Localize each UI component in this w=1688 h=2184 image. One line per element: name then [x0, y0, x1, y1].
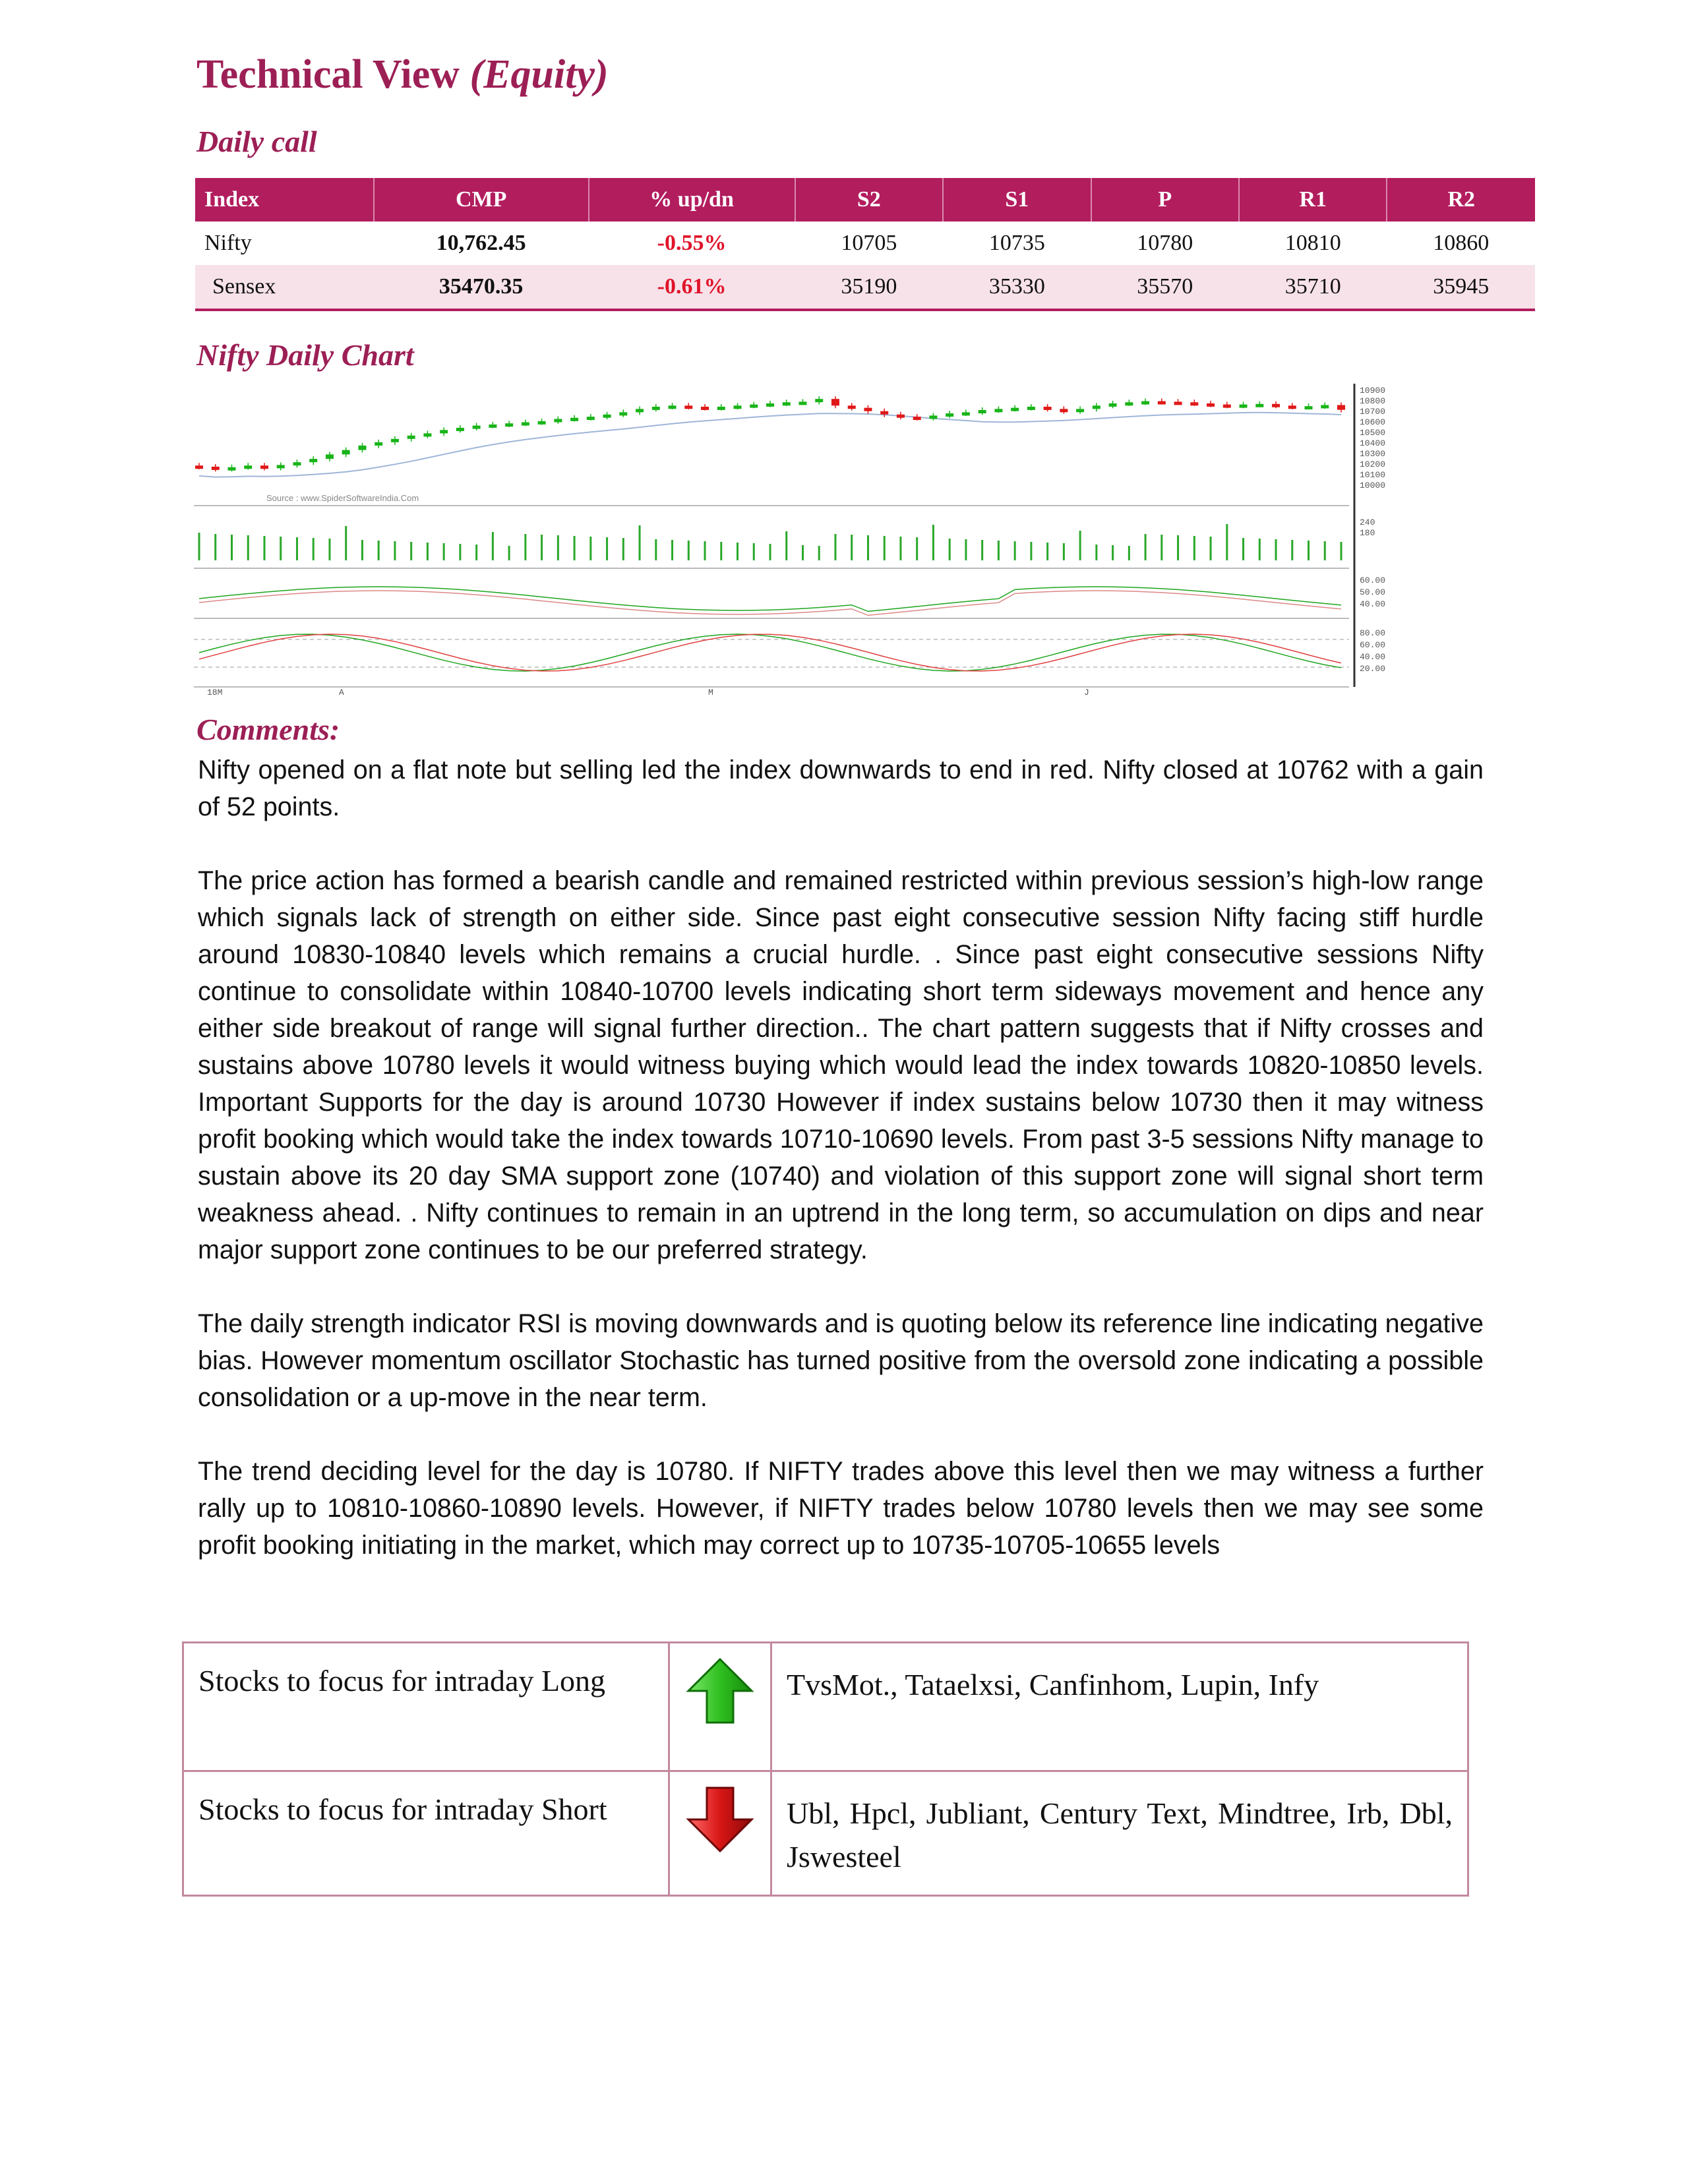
daily-call-heading: Daily call	[196, 125, 317, 158]
candle	[929, 415, 937, 419]
volume-bar	[932, 525, 934, 560]
comments-heading: Comments:	[196, 713, 340, 746]
candle	[554, 419, 562, 422]
candle	[766, 403, 774, 407]
candle	[277, 465, 285, 468]
candle	[1011, 408, 1019, 411]
volume-bar	[720, 542, 722, 560]
candle	[538, 421, 546, 425]
x-tick-label: A	[339, 688, 344, 695]
index-name: Sensex	[195, 265, 374, 310]
price-tick-label: 10700	[1360, 407, 1386, 417]
volume-bar	[524, 534, 526, 560]
volume-bar	[899, 537, 901, 560]
stoch-tick-label: 80.00	[1360, 628, 1386, 638]
candle	[1125, 402, 1133, 405]
volume-bar	[1341, 542, 1342, 560]
candle	[1044, 407, 1052, 410]
candle	[1076, 409, 1084, 412]
candle	[358, 446, 366, 450]
s1-value: 35330	[943, 265, 1091, 310]
cmp-value: 35470.35	[374, 265, 589, 310]
candle	[864, 408, 872, 411]
volume-bar	[492, 532, 494, 560]
pivot-value: 35570	[1091, 265, 1239, 310]
col-change: % up/dn	[589, 178, 795, 221]
volume-bar	[345, 526, 347, 560]
candle	[1337, 405, 1345, 409]
volume-bar	[1259, 539, 1261, 560]
volume-bar	[769, 544, 771, 560]
candle	[1158, 401, 1166, 405]
stochastic-panel	[194, 621, 1349, 680]
candle	[831, 399, 839, 405]
candle	[815, 399, 823, 402]
volume-bar	[884, 536, 886, 560]
volume-bar	[1128, 546, 1130, 560]
s2-value: 35190	[795, 265, 943, 310]
candle	[244, 465, 252, 469]
volume-bar	[1308, 541, 1310, 560]
candle	[1207, 403, 1215, 407]
volume-bar	[671, 540, 673, 560]
focus-short-stocks: Ubl, Hpcl, Jubliant, Century Text, Mindtree, Irb, Dbl, Jswesteel	[771, 1771, 1468, 1896]
candle	[783, 402, 791, 405]
col-r1: R1	[1239, 178, 1387, 221]
comment-paragraph: The daily strength indicator RSI is moving downwards and is quoting below its reference line indicating negative bias. However momentum oscillator Stochastic has turned positive from the oversold zone indicating a possible consolidation or a up-move in the near term.	[198, 1309, 1484, 1412]
candle	[1109, 403, 1117, 407]
volume-bar	[1242, 538, 1244, 560]
volume-bar	[785, 531, 787, 560]
price-panel	[194, 384, 1349, 499]
volume-bar	[655, 539, 657, 560]
volume-bar	[981, 540, 983, 560]
volume-bar	[263, 536, 265, 560]
short-arrow-cell	[669, 1771, 771, 1896]
candle	[962, 412, 970, 415]
candle	[570, 418, 578, 421]
candle	[212, 467, 220, 470]
candle	[407, 436, 415, 439]
volume-bar	[1079, 531, 1081, 560]
price-tick-label: 10000	[1360, 481, 1386, 490]
col-index: Index	[195, 178, 374, 221]
volume-tick-label: 180	[1360, 528, 1375, 538]
volume-bar	[1030, 542, 1032, 560]
focus-long-stocks: TvsMot., Tataelxsi, Canfinhom, Lupin, Infy	[771, 1643, 1468, 1771]
green-up-arrow-icon	[686, 1657, 754, 1725]
candle	[701, 407, 709, 410]
candle	[260, 465, 268, 469]
candle	[717, 407, 725, 410]
price-tick-label: 10800	[1360, 396, 1386, 406]
pivot-value: 10780	[1137, 231, 1193, 255]
candle	[440, 430, 448, 433]
change-value: -0.55%	[657, 231, 727, 255]
volume-bar	[965, 539, 967, 560]
volume-bar	[802, 545, 804, 560]
s2-value: 10705	[841, 231, 897, 255]
x-tick-label: M	[708, 688, 713, 695]
candle	[734, 405, 742, 409]
candle	[1305, 406, 1313, 409]
focus-long-label: Stocks to focus for intraday Long	[183, 1643, 669, 1771]
col-pivot: P	[1091, 178, 1239, 221]
candle	[946, 413, 953, 417]
candle	[1027, 407, 1035, 410]
volume-bar	[606, 537, 608, 560]
volume-bar	[541, 535, 543, 560]
candle	[326, 454, 334, 459]
volume-bar	[851, 535, 853, 560]
volume-bar	[1324, 541, 1326, 560]
candle	[489, 425, 497, 428]
title-suffix: (Equity)	[469, 52, 609, 97]
candle	[848, 405, 856, 409]
volume-bar	[834, 534, 836, 560]
volume-bar	[1112, 545, 1114, 560]
price-tick-label: 10600	[1360, 417, 1386, 427]
candle	[391, 439, 399, 442]
candle	[1240, 405, 1248, 408]
volume-bar	[688, 541, 690, 560]
price-tick-label: 10200	[1360, 459, 1386, 469]
price-tick-label: 10500	[1360, 428, 1386, 438]
candle	[669, 405, 677, 409]
long-arrow-cell	[669, 1643, 771, 1771]
col-cmp: CMP	[374, 178, 589, 221]
volume-bar	[639, 525, 641, 560]
candle	[456, 428, 464, 431]
candle	[1174, 401, 1182, 405]
candle	[994, 409, 1002, 412]
nifty-daily-chart	[194, 384, 1470, 695]
volume-bar	[557, 535, 559, 560]
volume-tick-label: 240	[1360, 517, 1375, 527]
volume-bar	[1193, 536, 1195, 560]
volume-bar	[753, 543, 755, 560]
r1-value: 35710	[1239, 265, 1387, 310]
col-s1: S1	[943, 178, 1091, 221]
candle	[1288, 405, 1296, 409]
price-tick-label: 10900	[1360, 386, 1386, 396]
candle	[1272, 404, 1280, 407]
candle	[505, 423, 513, 427]
page-title: Technical View (Equity)	[196, 52, 609, 97]
price-tick-label: 10300	[1360, 449, 1386, 459]
r1-value: 10810	[1284, 231, 1341, 255]
candle	[1093, 405, 1100, 409]
volume-bar	[378, 541, 380, 560]
candle	[799, 401, 806, 405]
candle	[750, 405, 758, 408]
levels-table	[195, 178, 1535, 311]
volume-bar	[704, 541, 706, 560]
volume-bar	[818, 546, 820, 560]
candle	[1255, 404, 1263, 407]
candle	[587, 417, 595, 420]
volume-bar	[998, 541, 1000, 560]
levels-header-row	[195, 178, 1535, 221]
volume-bar	[214, 534, 216, 560]
table-row	[195, 265, 1535, 310]
col-r2: R2	[1387, 178, 1535, 221]
candle	[913, 417, 921, 420]
volume-bar	[475, 545, 477, 560]
volume-bar	[1226, 524, 1228, 560]
candle	[1190, 402, 1198, 405]
comment-paragraph: The price action has formed a bearish candle and remained restricted within previous session’s high-low range which signals lack of strength on either side. Since past eight consecutive session Nifty facing stiff hurdle around 10830-10840 levels which remains a crucial hurdle. . Since past eight consecutive sessions Nifty continue to consolidate within 10840-10700 levels indicating short term sideways movement and hence any either side breakout of range will signal further direction.. The chart pattern suggests that if Nifty crosses and sustains above 10780 levels it would witness buying which would lead the index towards 10820-10850 levels. Important Supports for the day is around 10730 However if index sustains below 10730 then it may witness profit booking which would take the index towards 10710-10690 levels. From past 3-5 sessions Nifty manage to sustain above its 20 day SMA support zone (10740) and violation of this support zone will signal short term weakness ahead. . Nifty continues to remain in an uptrend in the long term, so accumulation on dips and near major support zone continues to be our preferred strategy.	[198, 866, 1484, 1264]
stoch-tick-label: 20.00	[1360, 664, 1386, 674]
rsi-tick-label: 60.00	[1360, 576, 1386, 585]
candle	[603, 415, 611, 418]
volume-bar	[1063, 543, 1065, 560]
candle	[652, 407, 660, 410]
volume-bar	[1291, 540, 1293, 560]
volume-bar	[1275, 539, 1277, 560]
focus-short-row	[183, 1771, 1468, 1896]
comment-paragraph: The trend deciding level for the day is 10780. If NIFTY trades above this level then we may witness a further rally up to 10810-10860-10890 levels. However, if NIFTY trades below 10780 levels then we may see some profit booking initiating in the market, which may correct up to 10735-10705-10655 levels	[198, 1457, 1484, 1560]
candle	[522, 423, 529, 426]
volume-bar	[949, 539, 951, 560]
candle	[1141, 401, 1149, 405]
focus-stocks-table	[182, 1641, 1469, 1897]
candle	[1223, 405, 1231, 408]
cmp-value: 10,762.45	[436, 231, 526, 255]
candle	[1321, 405, 1329, 408]
volume-bar	[1210, 537, 1212, 560]
candle	[227, 467, 235, 471]
stoch-tick-label: 60.00	[1360, 640, 1386, 650]
volume-bar	[280, 537, 282, 560]
volume-bar	[231, 535, 233, 560]
price-tick-label: 10400	[1360, 438, 1386, 448]
x-tick-label: 18M	[207, 688, 223, 695]
volume-bar	[916, 537, 918, 560]
candle	[684, 405, 692, 409]
volume-bar	[1095, 545, 1097, 560]
volume-bar	[459, 544, 461, 560]
volume-bar	[1177, 535, 1179, 560]
stoch-tick-label: 40.00	[1360, 652, 1386, 662]
red-down-arrow-icon	[686, 1785, 754, 1854]
index-name: Nifty	[204, 231, 252, 255]
x-tick-label: J	[1084, 688, 1089, 695]
chart-source-label: Source : www.SpiderSoftwareIndia.Com	[266, 493, 419, 503]
candle	[293, 462, 301, 465]
focus-short-label: Stocks to focus for intraday Short	[183, 1771, 669, 1896]
volume-bar	[867, 535, 869, 560]
candle	[979, 410, 986, 413]
volume-bar	[1014, 541, 1016, 560]
change-value: -0.61%	[589, 265, 795, 310]
volume-bar	[589, 537, 591, 560]
volume-bar	[410, 542, 412, 560]
candle	[423, 433, 431, 436]
candle	[473, 426, 481, 429]
table-row	[195, 221, 1535, 265]
volume-panel	[194, 510, 1349, 563]
volume-bar	[394, 541, 396, 560]
volume-bar	[198, 533, 200, 560]
volume-bar	[737, 543, 738, 560]
r2-value: 35945	[1387, 265, 1535, 310]
price-tick-label: 10100	[1360, 470, 1386, 480]
candle	[619, 412, 627, 415]
focus-long-row	[183, 1643, 1468, 1771]
candle	[309, 459, 317, 462]
candle	[880, 411, 888, 415]
r2-value: 10860	[1433, 231, 1490, 255]
volume-bar	[508, 546, 510, 560]
rsi-tick-label: 40.00	[1360, 599, 1386, 609]
volume-bar	[427, 543, 429, 560]
candle	[375, 442, 382, 446]
volume-bar	[1046, 543, 1048, 560]
candle	[342, 450, 350, 455]
chart-svg	[194, 384, 1470, 695]
volume-bar	[443, 543, 445, 560]
comment-paragraph: Nifty opened on a flat note but selling led the index downwards to end in red. Nifty closed at 10762 with a gain of 52 points.	[198, 755, 1484, 821]
candle	[897, 415, 905, 418]
candle	[1060, 409, 1068, 412]
volume-bar	[328, 539, 330, 560]
s1-value: 10735	[988, 231, 1045, 255]
comments-body	[198, 752, 1484, 1601]
col-s2: S2	[795, 178, 943, 221]
volume-bar	[361, 540, 363, 560]
volume-bar	[622, 538, 624, 560]
volume-bar	[1145, 534, 1147, 560]
volume-bar	[1160, 535, 1162, 560]
volume-bar	[313, 538, 315, 560]
volume-bar	[296, 537, 298, 560]
rsi-tick-label: 50.00	[1360, 587, 1386, 597]
volume-bar	[574, 536, 576, 560]
candle	[195, 465, 203, 469]
chart-heading: Nifty Daily Chart	[196, 338, 414, 372]
volume-bar	[247, 535, 249, 560]
candle	[636, 409, 644, 412]
